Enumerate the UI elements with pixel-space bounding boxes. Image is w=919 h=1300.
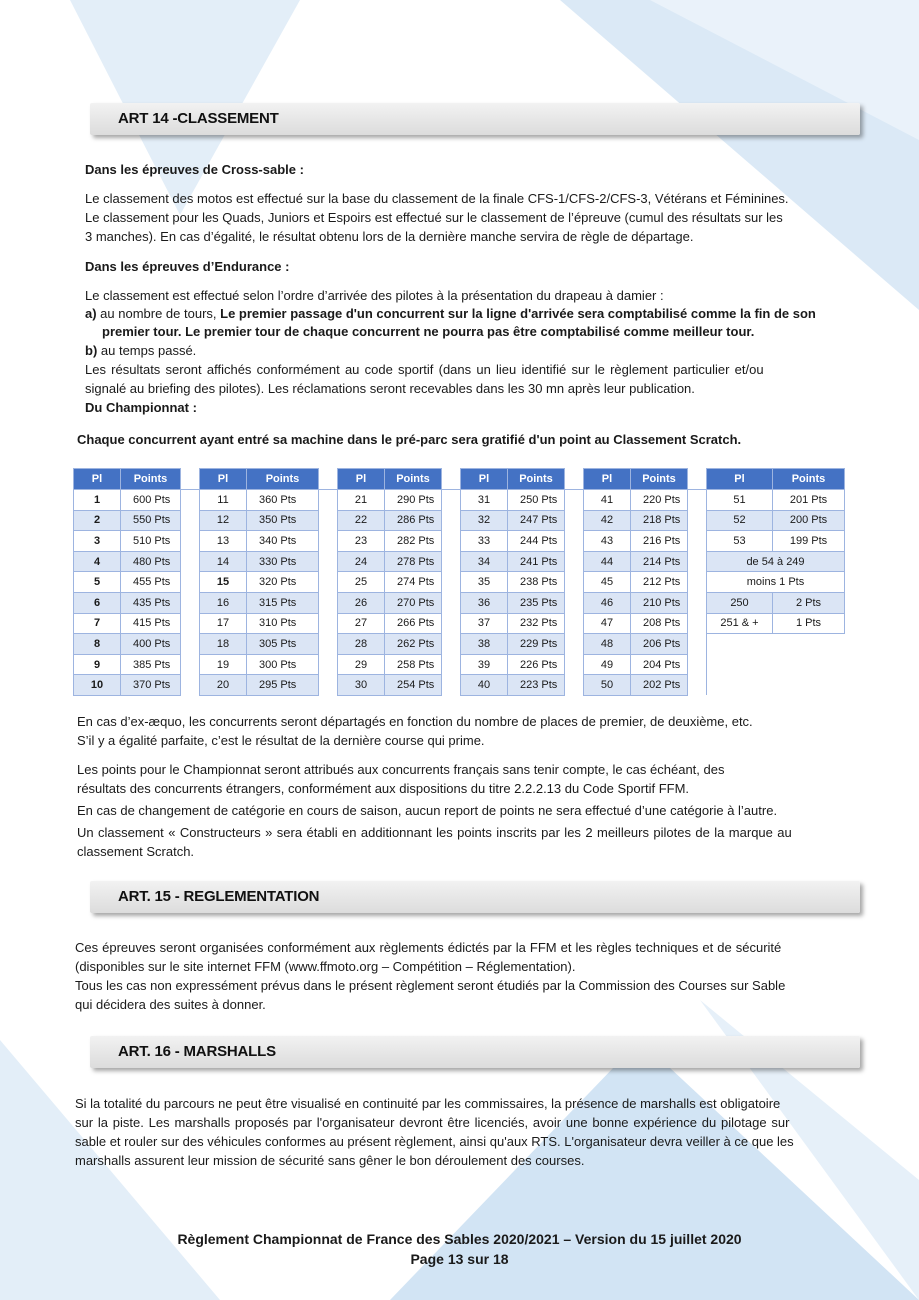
- paragraph-line: sable et rouler sur des véhicules conformes au présent règlement, ainsi qu'aux RTS. L'organisateur devra veiller à ce que les: [75, 1134, 794, 1149]
- column-gap: [181, 675, 200, 696]
- item-bold-text: Le premier passage d'un concurrent sur la ligne d'arrivée sera comptabilisé comme la fin de son: [220, 306, 816, 321]
- column-gap: [442, 490, 461, 511]
- cell-points: 216 Pts: [631, 531, 688, 552]
- column-gap: [565, 510, 584, 531]
- column-header-points: Points: [385, 469, 442, 490]
- cell-place: 9: [74, 654, 121, 675]
- table-row: [74, 510, 845, 531]
- item-bold-text: premier tour. Le premier tour de chaque concurrent ne pourra pas être comptabilisé comme meilleur tour.: [102, 324, 755, 339]
- cell-place: 39: [461, 654, 508, 675]
- cell-points: 415 Pts: [121, 613, 181, 634]
- footer-title: Règlement Championnat de France des Sables 2020/2021 – Version du 15 juillet 2020: [177, 1231, 742, 1247]
- paragraph-line: En cas de changement de catégorie en cours de saison, aucun report de points ne sera effectué d’une catégorie à l’autre.: [77, 803, 778, 818]
- column-gap: [319, 572, 338, 593]
- cell-points: 370 Pts: [121, 675, 181, 696]
- paragraph-line: Si la totalité du parcours ne peut être visualisé en continuité par les commissaires, la présence de marshalls est obligatoire: [75, 1096, 781, 1111]
- table-row: [74, 572, 845, 593]
- table-row: [74, 634, 845, 655]
- column-gap: [319, 613, 338, 634]
- cell-place: 32: [461, 510, 508, 531]
- column-gap: [181, 654, 200, 675]
- cell-place: 2: [74, 510, 121, 531]
- cell-points: 400 Pts: [121, 634, 181, 655]
- cell-points: 286 Pts: [385, 510, 442, 531]
- cell-place: 49: [584, 654, 631, 675]
- cell-place: 26: [338, 592, 385, 613]
- cell-points: 290 Pts: [385, 490, 442, 511]
- cell-points: 295 Pts: [247, 675, 319, 696]
- cell-place: 22: [338, 510, 385, 531]
- cell-place: 16: [200, 592, 247, 613]
- paragraph-line: Les résultats seront affichés conformément au code sportif (dans un lieu identifié sur le règlement particulier et/ou: [85, 362, 764, 377]
- cell-place: 18: [200, 634, 247, 655]
- cell-place: 23: [338, 531, 385, 552]
- cell-place: 41: [584, 490, 631, 511]
- column-gap: [442, 613, 461, 634]
- column-gap: [688, 572, 707, 593]
- table-header-row: [74, 469, 845, 490]
- column-header-pl: Pl: [74, 469, 121, 490]
- column-gap: [565, 634, 584, 655]
- cell-points: 550 Pts: [121, 510, 181, 531]
- cell-points: 210 Pts: [631, 592, 688, 613]
- cell-points: 250 Pts: [508, 490, 565, 511]
- footer-page-number: Page 13 sur 18: [410, 1251, 509, 1267]
- cell-place: 15: [200, 572, 247, 593]
- paragraph-line: sur la piste. Les marshalls proposés par l'organisateur devront être licenciés, avoir une bonne expérience du pilotage sur: [75, 1115, 790, 1130]
- column-gap: [688, 469, 707, 490]
- cell-points: 305 Pts: [247, 634, 319, 655]
- section-banner-art14: [90, 103, 860, 135]
- paragraph-line: Le classement des motos est effectué sur la base du classement de la finale CFS-1/CFS-2/CFS-3, Vétérans et Féminines.: [85, 191, 789, 206]
- paragraph-line: qui décidera des suites à donner.: [75, 997, 266, 1012]
- cell-place: 3: [74, 531, 121, 552]
- column-gap: [319, 490, 338, 511]
- column-gap: [565, 675, 584, 696]
- cell-place: 14: [200, 551, 247, 572]
- paragraph-line: marshalls assurent leur mission de sécurité sans gêner le bon déroulement des courses.: [75, 1153, 585, 1168]
- column-gap: [688, 654, 707, 675]
- column-header-points: Points: [508, 469, 565, 490]
- cell-place: 44: [584, 551, 631, 572]
- cell-points: 244 Pts: [508, 531, 565, 552]
- column-gap: [442, 634, 461, 655]
- cell-place: 50: [584, 675, 631, 696]
- cell-points: 206 Pts: [631, 634, 688, 655]
- column-gap: [442, 551, 461, 572]
- endurance-item-a: [85, 304, 865, 323]
- cell-points: 282 Pts: [385, 531, 442, 552]
- paragraph-line: signalé au briefing des pilotes). Les réclamations seront recevables dans les 30 mn après leur publication.: [85, 381, 695, 396]
- cell-points: 235 Pts: [508, 592, 565, 613]
- column-gap: [181, 572, 200, 593]
- cell-points: 310 Pts: [247, 613, 319, 634]
- table-row: [74, 551, 845, 572]
- cell-points: 214 Pts: [631, 551, 688, 572]
- column-header-pl: Pl: [338, 469, 385, 490]
- cell-place: 48: [584, 634, 631, 655]
- cell-place: 10: [74, 675, 121, 696]
- cell-place: 42: [584, 510, 631, 531]
- cell-place: 11: [200, 490, 247, 511]
- cell-place: 8: [74, 634, 121, 655]
- cell-points: 455 Pts: [121, 572, 181, 593]
- cell-place: 250: [707, 592, 773, 613]
- cell-place: 45: [584, 572, 631, 593]
- cell-points: 480 Pts: [121, 551, 181, 572]
- paragraph-line: En cas d’ex-æquo, les concurrents seront départagés en fonction du nombre de places de premier, de deuxième, etc.: [77, 714, 753, 729]
- section-title: ART. 15 - REGLEMENTATION: [118, 888, 320, 905]
- cell-place: 33: [461, 531, 508, 552]
- column-gap: [688, 510, 707, 531]
- cross-heading: Dans les épreuves de Cross-sable :: [85, 162, 304, 177]
- column-gap: [319, 592, 338, 613]
- paragraph-line: Ces épreuves seront organisées conformément aux règlements édictés par la FFM et les règles techniques et de sécurité: [75, 940, 782, 955]
- column-gap: [181, 510, 200, 531]
- championship-heading: Du Championnat :: [85, 400, 197, 415]
- cell-points: 270 Pts: [385, 592, 442, 613]
- column-gap: [319, 634, 338, 655]
- paragraph-line: 3 manches). En cas d’égalité, le résultat obtenu lors de la dernière manche servira de règle de départage.: [85, 229, 694, 244]
- points-table: [73, 468, 845, 696]
- column-header-points: Points: [773, 469, 845, 490]
- paragraph-line: classement Scratch.: [77, 844, 195, 859]
- table-row: [74, 490, 845, 511]
- cell-points: 300 Pts: [247, 654, 319, 675]
- column-gap: [565, 531, 584, 552]
- cell-points: 435 Pts: [121, 592, 181, 613]
- cell-points: 266 Pts: [385, 613, 442, 634]
- cell-points: 315 Pts: [247, 592, 319, 613]
- column-gap: [688, 675, 707, 696]
- column-gap: [565, 654, 584, 675]
- column-gap: [565, 572, 584, 593]
- column-gap: [181, 634, 200, 655]
- cell-place: 46: [584, 592, 631, 613]
- table-row: [74, 531, 845, 552]
- table-row: [74, 613, 845, 634]
- cell-place: 25: [338, 572, 385, 593]
- cell-place: 251 & +: [707, 613, 773, 634]
- cell-points: 510 Pts: [121, 531, 181, 552]
- cell-points: 226 Pts: [508, 654, 565, 675]
- column-gap: [319, 551, 338, 572]
- cell-points: 220 Pts: [631, 490, 688, 511]
- column-gap: [442, 592, 461, 613]
- cell-place: 37: [461, 613, 508, 634]
- cell-points: 262 Pts: [385, 634, 442, 655]
- item-label: a): [85, 306, 97, 321]
- column-gap: [442, 531, 461, 552]
- column-gap: [181, 613, 200, 634]
- cell-range-rule: moins 1 Pts: [707, 572, 845, 593]
- item-label: b): [85, 343, 98, 358]
- cell-points: 385 Pts: [121, 654, 181, 675]
- cell-range: de 54 à 249: [707, 551, 845, 572]
- column-header-points: Points: [631, 469, 688, 490]
- cell-place: 53: [707, 531, 773, 552]
- column-gap: [688, 531, 707, 552]
- cell-place: 34: [461, 551, 508, 572]
- paragraph-line: Tous les cas non expressément prévus dans le présent règlement seront étudiés par la Commission des Courses sur Sable: [75, 978, 786, 993]
- cell-points: 232 Pts: [508, 613, 565, 634]
- cell-place: 12: [200, 510, 247, 531]
- item-text: au temps passé.: [97, 343, 197, 358]
- column-gap: [565, 490, 584, 511]
- cell-points: 223 Pts: [508, 675, 565, 696]
- column-gap: [565, 469, 584, 490]
- cell-place: 51: [707, 490, 773, 511]
- column-gap: [181, 551, 200, 572]
- column-gap: [181, 531, 200, 552]
- paragraph-line: Les points pour le Championnat seront attribués aux concurrents français sans tenir compte, le cas échéant, des: [77, 762, 725, 777]
- empty-cell: [707, 634, 845, 655]
- cell-place: 5: [74, 572, 121, 593]
- cell-points: 1 Pts: [773, 613, 845, 634]
- column-gap: [319, 469, 338, 490]
- cell-place: 13: [200, 531, 247, 552]
- table-row: [74, 592, 845, 613]
- column-gap: [688, 551, 707, 572]
- cell-place: 1: [74, 490, 121, 511]
- cell-place: 29: [338, 654, 385, 675]
- cell-points: 201 Pts: [773, 490, 845, 511]
- column-header-pl: Pl: [584, 469, 631, 490]
- scratch-sentence: Chaque concurrent ayant entré sa machine dans le pré-parc sera gratifié d'un point au Classement Scratch.: [77, 432, 742, 447]
- paragraph-line: Le classement est effectué selon l’ordre d’arrivée des pilotes à la présentation du drapeau à damier :: [85, 288, 664, 303]
- column-header-points: Points: [121, 469, 181, 490]
- paragraph-line: (disponibles sur le site internet FFM (www.ffmoto.org – Compétition – Réglementation).: [75, 959, 576, 974]
- column-header-pl: Pl: [707, 469, 773, 490]
- endurance-item-b: [85, 341, 196, 360]
- cell-place: 6: [74, 592, 121, 613]
- paragraph-line: résultats des concurrents étrangers, conformément aux dispositions du titre 2.2.2.13 du Code Sportif FFM.: [77, 781, 690, 796]
- cell-place: 17: [200, 613, 247, 634]
- column-header-points: Points: [247, 469, 319, 490]
- cell-points: 274 Pts: [385, 572, 442, 593]
- column-gap: [319, 531, 338, 552]
- cell-points: 241 Pts: [508, 551, 565, 572]
- cell-points: 2 Pts: [773, 592, 845, 613]
- paragraph-line: Un classement « Constructeurs » sera établi en additionnant les points inscrits par les 2 meilleurs pilotes de la marque au: [77, 825, 792, 840]
- cell-points: 238 Pts: [508, 572, 565, 593]
- column-gap: [319, 654, 338, 675]
- cell-place: 43: [584, 531, 631, 552]
- cell-place: 4: [74, 551, 121, 572]
- column-gap: [442, 469, 461, 490]
- column-gap: [181, 469, 200, 490]
- cell-points: 350 Pts: [247, 510, 319, 531]
- column-gap: [688, 634, 707, 655]
- cell-place: 24: [338, 551, 385, 572]
- cell-points: 218 Pts: [631, 510, 688, 531]
- cell-place: 27: [338, 613, 385, 634]
- column-gap: [688, 592, 707, 613]
- cell-points: 360 Pts: [247, 490, 319, 511]
- cell-place: 40: [461, 675, 508, 696]
- column-gap: [688, 490, 707, 511]
- cell-place: 20: [200, 675, 247, 696]
- cell-place: 21: [338, 490, 385, 511]
- cell-points: 258 Pts: [385, 654, 442, 675]
- column-header-pl: Pl: [461, 469, 508, 490]
- cell-place: 35: [461, 572, 508, 593]
- table-row: [74, 654, 845, 675]
- cell-place: 30: [338, 675, 385, 696]
- column-header-pl: Pl: [200, 469, 247, 490]
- column-gap: [688, 613, 707, 634]
- column-gap: [442, 572, 461, 593]
- cell-points: 278 Pts: [385, 551, 442, 572]
- column-gap: [565, 551, 584, 572]
- cell-place: 47: [584, 613, 631, 634]
- column-gap: [442, 654, 461, 675]
- cell-points: 199 Pts: [773, 531, 845, 552]
- endurance-heading: Dans les épreuves d’Endurance :: [85, 259, 290, 274]
- section-title: ART. 16 - MARSHALLS: [118, 1043, 276, 1060]
- cell-place: 38: [461, 634, 508, 655]
- cell-place: 36: [461, 592, 508, 613]
- column-gap: [319, 510, 338, 531]
- cell-points: 330 Pts: [247, 551, 319, 572]
- empty-cell: [707, 675, 845, 696]
- paragraph-line: Le classement pour les Quads, Juniors et Espoirs est effectué sur le classement de l’épreuve (cumul des résultats sur les: [85, 210, 783, 225]
- cell-points: 200 Pts: [773, 510, 845, 531]
- column-gap: [181, 592, 200, 613]
- section-title: ART 14 -CLASSEMENT: [118, 110, 279, 127]
- cell-place: 7: [74, 613, 121, 634]
- empty-cell: [707, 654, 845, 675]
- cell-place: 28: [338, 634, 385, 655]
- section-banner-art15: [90, 881, 860, 913]
- cell-points: 229 Pts: [508, 634, 565, 655]
- column-gap: [442, 510, 461, 531]
- paragraph-line: S’il y a égalité parfaite, c’est le résultat de la dernière course qui prime.: [77, 733, 485, 748]
- cell-points: 204 Pts: [631, 654, 688, 675]
- section-banner-art16: [90, 1036, 860, 1068]
- column-gap: [319, 675, 338, 696]
- column-gap: [442, 675, 461, 696]
- cell-place: 52: [707, 510, 773, 531]
- cell-place: 31: [461, 490, 508, 511]
- cell-place: 19: [200, 654, 247, 675]
- column-gap: [565, 613, 584, 634]
- cell-points: 600 Pts: [121, 490, 181, 511]
- item-text: au nombre de tours,: [96, 306, 221, 321]
- cell-points: 247 Pts: [508, 510, 565, 531]
- cell-points: 208 Pts: [631, 613, 688, 634]
- cell-points: 340 Pts: [247, 531, 319, 552]
- column-gap: [565, 592, 584, 613]
- cell-points: 202 Pts: [631, 675, 688, 696]
- column-gap: [181, 490, 200, 511]
- table-row: [74, 675, 845, 696]
- cell-points: 254 Pts: [385, 675, 442, 696]
- cell-points: 212 Pts: [631, 572, 688, 593]
- cell-points: 320 Pts: [247, 572, 319, 593]
